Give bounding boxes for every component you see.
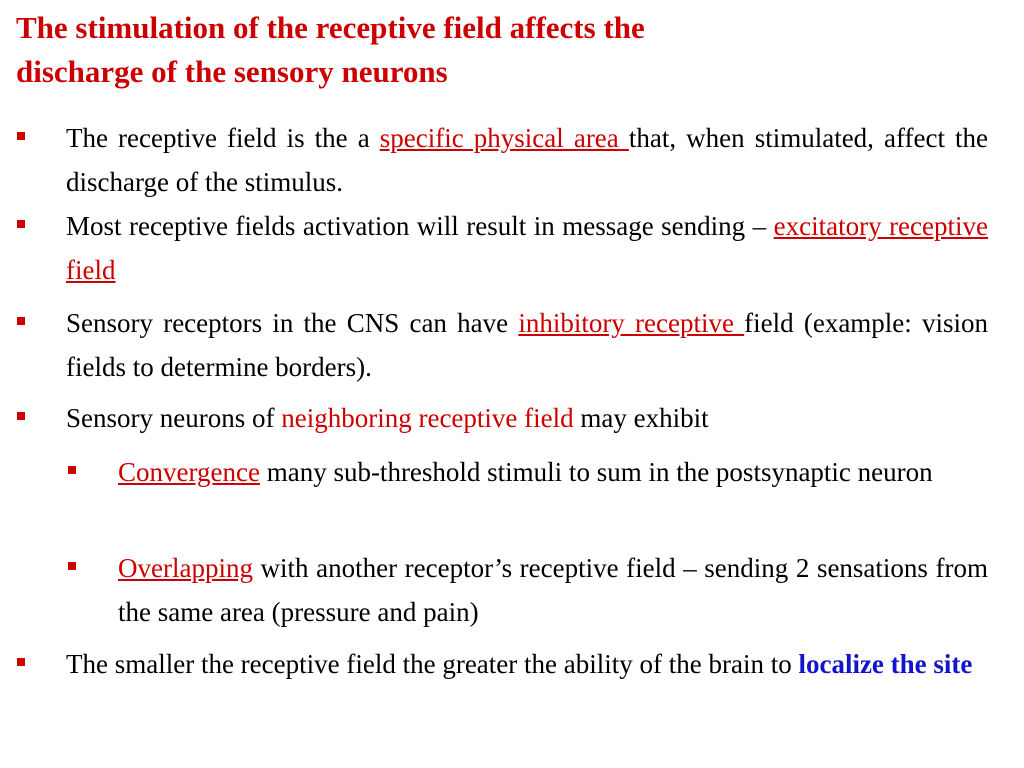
square-bullet-icon — [68, 466, 76, 474]
square-bullet-icon — [68, 562, 76, 570]
square-bullet-icon — [17, 658, 25, 666]
bullet-text: Overlapping with another receptor’s receptive field – sending 2 sensations from the same area (pressure and pain) — [118, 553, 988, 627]
bullet-item — [66, 301, 988, 389]
highlight-term: localize the site — [798, 649, 973, 679]
bullet-text: Convergence many sub-threshold stimuli to sum in the postsynaptic neuron — [118, 457, 933, 487]
slide-title — [16, 6, 976, 94]
highlight-term: specific physical area — [379, 123, 629, 153]
title-line-1: The stimulation of the receptive field affects the — [16, 10, 645, 45]
square-bullet-icon — [17, 132, 25, 140]
bullet-item — [66, 396, 988, 440]
highlight-term: inhibitory receptive — [518, 308, 745, 338]
bullet-text: The receptive field is the a specific physical area that, when stimulated, affect the discharge of the stimulus. — [66, 123, 988, 197]
highlight-term: Convergence — [118, 457, 260, 487]
square-bullet-icon — [17, 412, 25, 420]
sub-bullet-item — [118, 546, 988, 634]
bullet-text: Sensory receptors in the CNS can have inhibitory receptive field (example: vision fields to determine borders). — [66, 308, 988, 382]
bullet-item — [66, 116, 988, 204]
square-bullet-icon — [17, 220, 25, 228]
bullet-item — [66, 642, 988, 686]
bullet-text: Most receptive fields activation will result in message sending – excitatory receptive field — [66, 211, 988, 285]
highlight-term: Overlapping — [118, 553, 253, 583]
title-line-2: discharge of the sensory neurons — [16, 54, 448, 89]
highlight-term: neighboring receptive field — [281, 403, 574, 433]
square-bullet-icon — [17, 317, 25, 325]
bullet-item — [66, 204, 988, 292]
highlight-term: excitatory receptive field — [66, 211, 988, 285]
bullet-text: The smaller the receptive field the greater the ability of the brain to localize the site — [66, 649, 973, 679]
bullet-text: Sensory neurons of neighboring receptive field may exhibit — [66, 403, 709, 433]
sub-bullet-item — [118, 450, 988, 494]
